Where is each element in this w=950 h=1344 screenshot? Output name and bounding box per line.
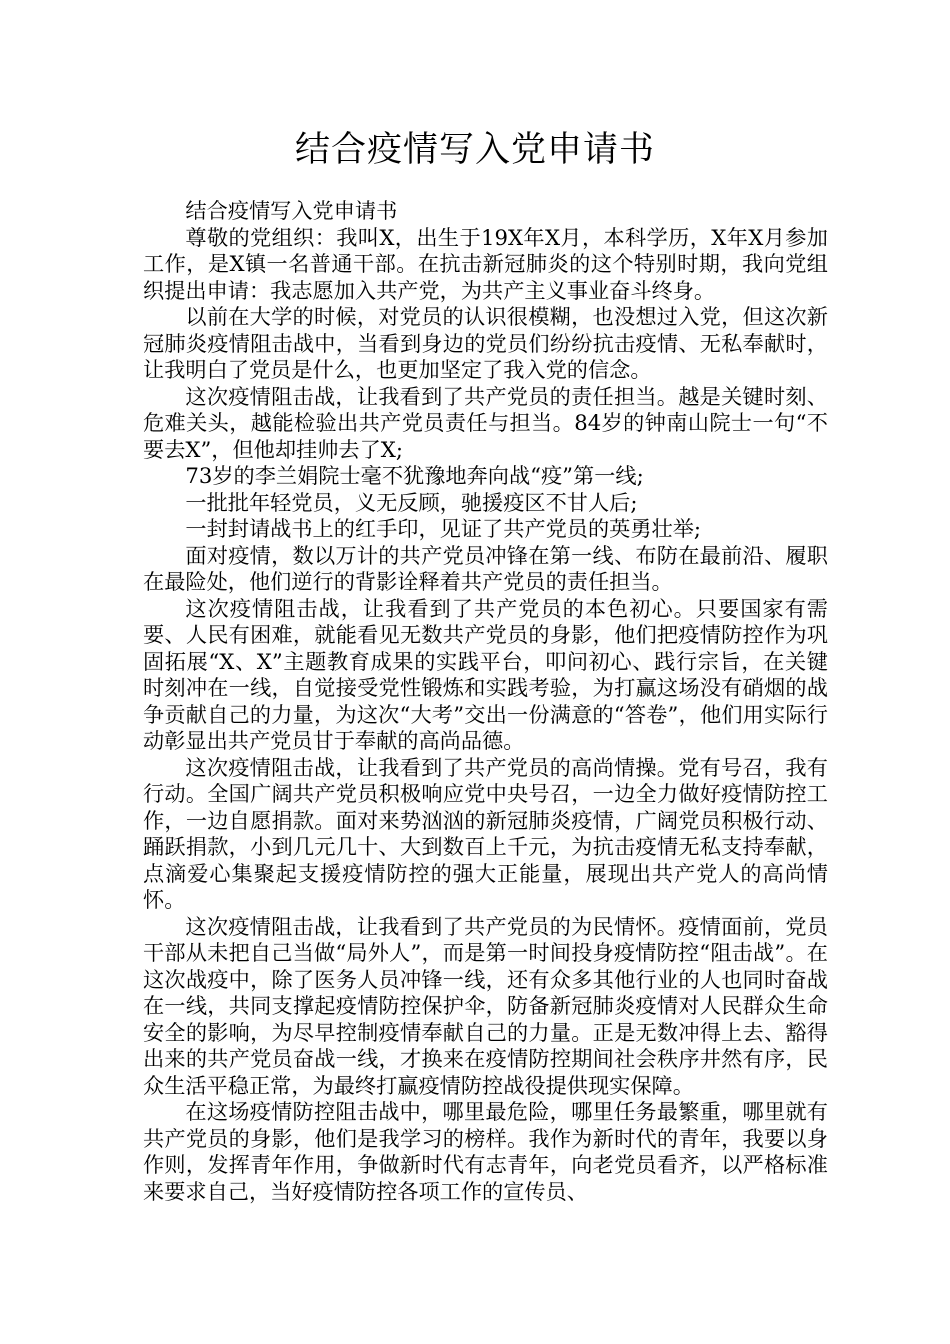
- document-title: 结合疫情写入党申请书: [294, 130, 655, 170]
- paragraph: 这次疫情阻击战，让我看到了共产党员的本色初心。只要国家有需要、人民有困难，就能看见无数共产党员的身影，他们把疫情防控作为巩固拓展“X、X”主题教育成果的实践平台，叩问初心、践行宗旨，在关键时刻冲在一线，自觉接受党性锻炼和实践考验，为打赢这场没有硝烟的战争贡献自己的力量，为这次“大考”交出一份满意的“答卷”，他们用实际行动彰显出共产党员甘于奉献的高尚品德。: [143, 595, 828, 753]
- paragraph: 73岁的李兰娟院士毫不犹豫地奔向战“疫”第一线;: [185, 463, 644, 488]
- paragraph-subtitle: 结合疫情写入党申请书: [185, 198, 398, 223]
- paragraph: 一封封请战书上的红手印，见证了共产党员的英勇壮举;: [185, 516, 702, 541]
- paragraph: 面对疫情，数以万计的共产党员冲锋在第一线、布防在最前沿、履职在最险处，他们逆行的背影诠释着共产党员的责任担当。: [143, 542, 828, 594]
- paragraph: 以前在大学的时候，对党员的认识很模糊，也没想过入党，但这次新冠肺炎疫情阻击战中，当看到身边的党员们纷纷抗击疫情、无私奉献时，让我明白了党员是什么，也更加坚定了我入党的信念。: [143, 304, 828, 382]
- paragraph: 这次疫情阻击战，让我看到了共产党员的高尚情操。党有号召，我有行动。全国广阔共产党员积极响应党中央号召，一边全力做好疫情防控工作，一边自愿捐款。面对来势汹汹的新冠肺炎疫情，广阔党员积极行动、踊跃捐款，小到几元几十、大到数百上千元，为抗击疫情无私支持奉献，点滴爱心集聚起支援疫情防控的强大正能量，展现出共产党人的高尚情怀。: [143, 754, 828, 912]
- paragraph: 这次疫情阻击战，让我看到了共产党员的为民情怀。疫情面前，党员干部从未把自己当做“局外人”，而是第一时间投身疫情防控“阻击战”。在这次战疫中，除了医务人员冲锋一线，还有众多其他行业的人也同时奋战在一线，共同支撑起疫情防控保护伞，防备新冠肺炎疫情对人民群众生命安全的影响，为尽早控制疫情奉献自己的力量。正是无数冲得上去、豁得出来的共产党员奋战一线，才换来在疫情防控期间社会秩序井然有序，民众生活平稳正常，为最终打赢疫情防控战役提供现实保障。: [143, 913, 828, 1098]
- paragraph-greeting: 尊敬的党组织：我叫X，出生于19X年X月，本科学历，X年X月参加工作，是X镇一名普通干部。在抗击新冠肺炎的这个特别时期，我向党组织提出申请：我志愿加入共产党，为共产主义事业奋斗终身。: [143, 224, 828, 303]
- paragraph: 一批批年轻党员，义无反顾，驰援疫区不甘人后;: [185, 489, 638, 515]
- document-body: [143, 198, 828, 1205]
- paragraph: 在这场疫情防控阻击战中，哪里最危险，哪里任务最繁重，哪里就有共产党员的身影，他们是我学习的榜样。我作为新时代的青年，我要以身作则，发挥青年作用，争做新时代有志青年，向老党员看齐，以严格标准来要求自己，当好疫情防控各项工作的宣传员、: [143, 1099, 828, 1204]
- paragraph: 这次疫情阻击战，让我看到了共产党员的责任担当。越是关键时刻、危难关头，越能检验出共产党员责任与担当。84岁的钟南山院士一句“不要去X”，但他却挂帅去了X;: [143, 383, 828, 462]
